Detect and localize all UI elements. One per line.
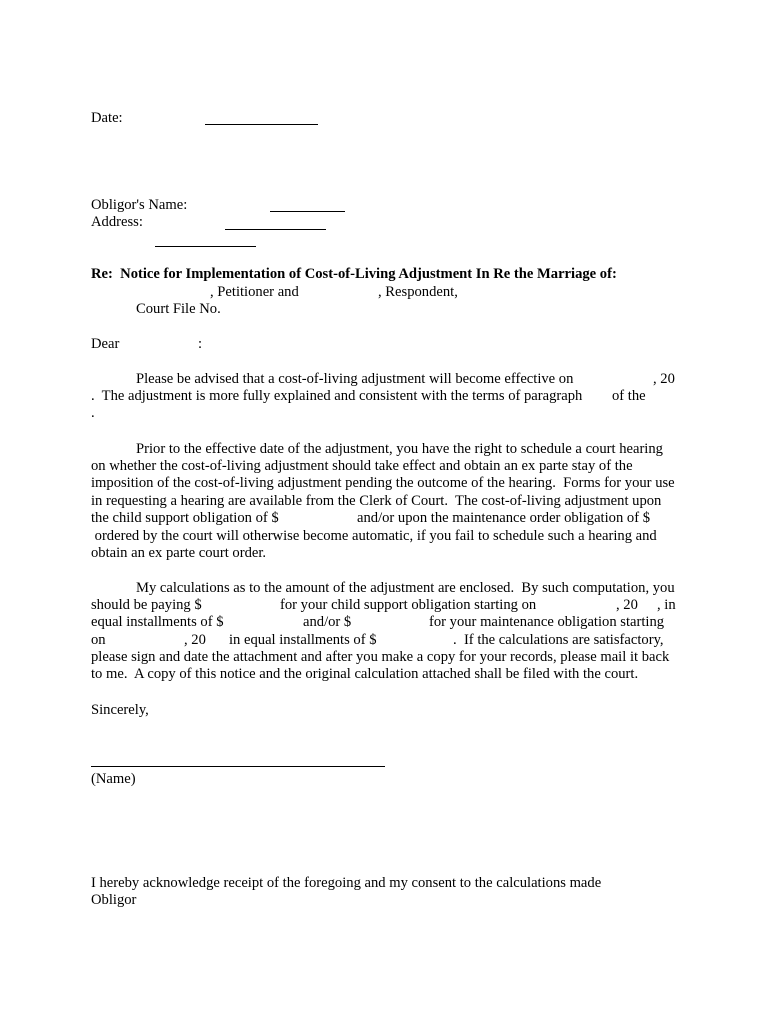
para2-line1: Prior to the effective date of the adjustment, you have the right to schedule a court hearing <box>136 441 663 457</box>
para3-line5: please sign and date the attachment and after you make a copy for your records, please mail it back <box>91 649 670 665</box>
para3-line1: My calculations as to the amount of the adjustment are enclosed. By such computation, you <box>136 580 675 596</box>
para2-line2: on whether the cost-of-living adjustment should take effect and obtain an ex parte stay of the <box>91 458 633 474</box>
obligor-name-label: Obligor's Name: <box>91 197 188 213</box>
petitioner-text: , Petitioner and <box>210 284 299 300</box>
para1-line3: . <box>91 405 95 421</box>
para2-line5a: the child support obligation of $ <box>91 510 279 526</box>
para3-line6: to me. A copy of this notice and the original calculation attached shall be filed with the court. <box>91 666 639 682</box>
para3-line4a: on <box>91 632 106 648</box>
acknowledge-line1: I hereby acknowledge receipt of the foregoing and my consent to the calculations made <box>91 875 602 891</box>
respondent-text: , Respondent, <box>378 284 458 300</box>
sincerely-text: Sincerely, <box>91 702 149 718</box>
name-placeholder: (Name) <box>91 771 136 787</box>
para2-line7: obtain an ex parte court order. <box>91 545 267 561</box>
para3-line4b: , 20 <box>184 632 206 648</box>
para3-line2a: should be paying $ <box>91 597 202 613</box>
para3-line2d: , in <box>657 597 676 613</box>
dear-label: Dear <box>91 336 120 352</box>
address-label: Address: <box>91 214 143 230</box>
para2-line3: imposition of the cost-of-living adjustment pending the outcome of the hearing. Forms for your use <box>91 475 675 491</box>
signature-line[interactable] <box>91 766 385 767</box>
para1-year: , 20 <box>653 371 675 387</box>
para3-line3a: equal installments of $ <box>91 614 224 630</box>
para1-of-the: of the <box>612 388 646 404</box>
dear-colon: : <box>198 336 203 352</box>
para2-line5b: and/or upon the maintenance order obligation of $ <box>357 510 651 526</box>
para1-line2: . The adjustment is more fully explained and consistent with the terms of paragraph <box>91 388 583 404</box>
para3-line4c: in equal installments of $ <box>229 632 377 648</box>
date-label: Date: <box>91 110 123 126</box>
date-blank[interactable] <box>205 124 318 125</box>
para2-line4: in requesting a hearing are available from the Clerk of Court. The cost-of-living adjustment upon <box>91 493 662 509</box>
para3-line2c: , 20 <box>616 597 638 613</box>
para1-line1: Please be advised that a cost-of-living adjustment will become effective on <box>136 371 574 387</box>
obligor-label: Obligor <box>91 892 137 908</box>
address-blank-2[interactable] <box>155 246 256 247</box>
para2-line6: ordered by the court will otherwise become automatic, if you fail to schedule such a hearing and <box>91 528 657 544</box>
address-blank-1[interactable] <box>225 229 326 230</box>
para3-line2b: for your child support obligation starting on <box>280 597 537 613</box>
re-heading: Re: Notice for Implementation of Cost-of-Living Adjustment In Re the Marriage of: <box>91 266 617 282</box>
para3-line3b: and/or $ <box>303 614 352 630</box>
court-file-label: Court File No. <box>136 301 221 317</box>
para3-line4d: . If the calculations are satisfactory, <box>453 632 664 648</box>
obligor-name-blank[interactable] <box>270 211 345 212</box>
para3-line3c: for your maintenance obligation starting <box>429 614 665 630</box>
